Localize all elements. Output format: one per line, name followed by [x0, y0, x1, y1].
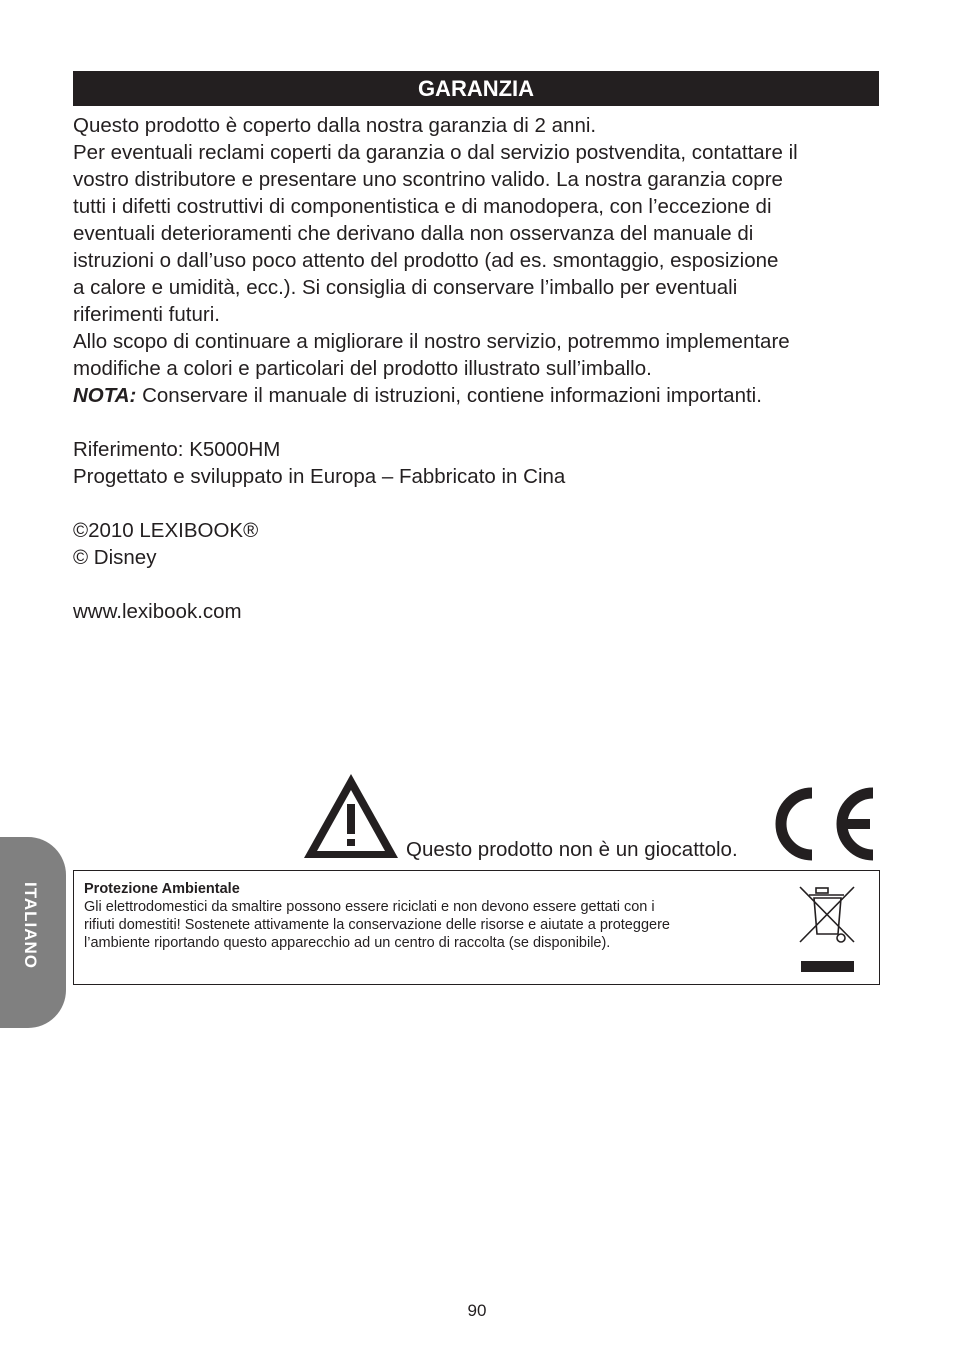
website-link[interactable]: www.lexibook.com [73, 600, 242, 623]
body-line: eventuali deterioramenti che derivano dalla non osservanza del manuale di [73, 222, 754, 245]
body-line: Per eventuali reclami coperti da garanzia o dal servizio postvendita, contattare il [73, 141, 798, 164]
nota-label: NOTA: [73, 384, 137, 407]
body-line: tutti i difetti costruttivi di componentistica e di manodopera, con l’eccezione di [73, 195, 772, 218]
copyright-disney: © Disney [73, 546, 157, 569]
environment-title: Protezione Ambientale [84, 881, 240, 897]
environment-line: l’ambiente riportando questo apparecchio ad un centro di raccolta (se disponibile). [84, 935, 611, 951]
warning-triangle-icon [301, 771, 401, 861]
body-line: modifiche a colori e particolari del prodotto illustrato sull’imballo. [73, 357, 652, 380]
origin-text: Progettato e sviluppato in Europa – Fabbricato in Cina [73, 465, 566, 488]
environment-notice [73, 870, 880, 985]
ce-mark-icon [770, 785, 881, 863]
language-tab-label: ITALIANO [21, 882, 40, 970]
nota-line [73, 382, 879, 409]
body-line: Allo scopo di continuare a migliorare il nostro servizio, potremmo implementare [73, 330, 790, 353]
environment-line: Gli elettrodomestici da smaltire possono essere riciclati e non devono essere gettati con i [84, 899, 655, 915]
body-line: Questo prodotto è coperto dalla nostra garanzia di 2 anni. [73, 114, 597, 137]
body-line: a calore e umidità, ecc.). Si consiglia di conservare l’imballo per eventuali [73, 276, 738, 299]
crossed-bin-icon [797, 884, 859, 976]
environment-text [84, 898, 800, 952]
environment-line: rifiuti domestiti! Sostenete attivamente la conservazione delle risorse e aiutate a proteggere [84, 917, 670, 933]
body-line: vostro distributore e presentare uno scontrino valido. La nostra garanzia copre [73, 168, 783, 191]
reference-text: Riferimento: K5000HM [73, 438, 281, 461]
body-line: riferimenti futuri. [73, 303, 220, 326]
section-title: GARANZIA [73, 71, 879, 106]
warranty-body [73, 112, 879, 625]
copyright-lexibook: ©2010 LEXIBOOK® [73, 519, 259, 542]
not-a-toy-warning: Questo prodotto non è un giocattolo. [406, 838, 738, 861]
page-number: 90 [467, 1301, 487, 1320]
body-line: istruzioni o dall’uso poco attento del prodotto (ad es. smontaggio, esposizione [73, 249, 779, 272]
nota-text: Conservare il manuale di istruzioni, contiene informazioni importanti. [136, 384, 762, 407]
